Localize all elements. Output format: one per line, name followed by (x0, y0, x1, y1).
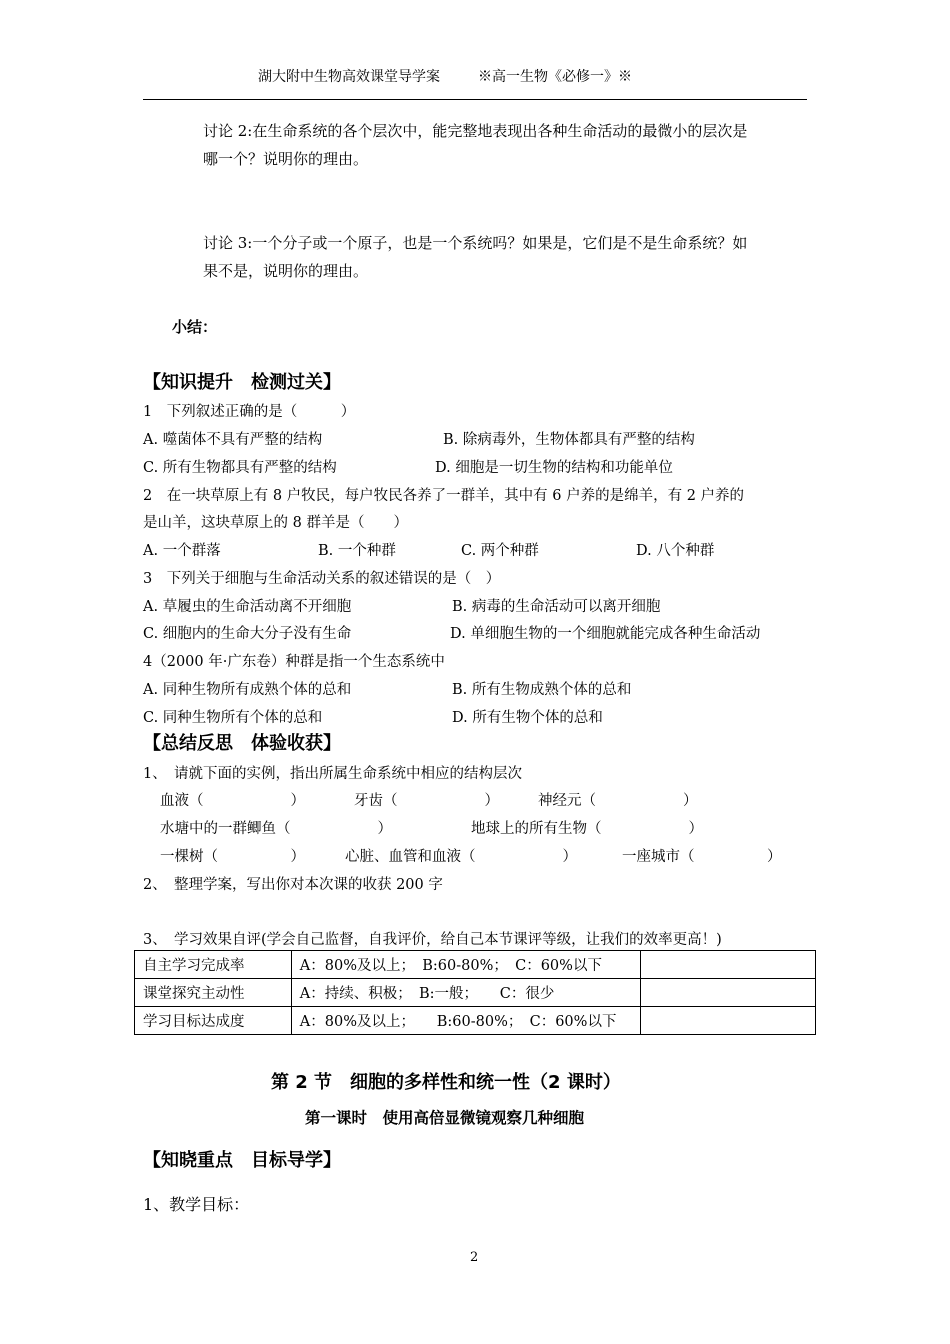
discussion-3-line1: 讨论 3:一个分子或一个原子，也是一个系统吗？如果是，它们是不是生命系统？如 (203, 234, 748, 252)
table-cell: 课堂探究主动性 (135, 979, 292, 1007)
question-3-option-d: D. 单细胞生物的一个细胞就能完成各种生命活动 (450, 626, 761, 642)
question-2-stem-line1: 2 在一块草原上有 8 户牧民，每户牧民各养了一群羊，其中有 6 户养的是绵羊，有 2 户养的 (143, 488, 745, 504)
question-3-option-a: A. 草履虫的生命活动离不开细胞 (143, 599, 352, 615)
reflect-city: 一座城市（ ） (622, 849, 782, 865)
discussion-3-line2: 果不是，说明你的理由。 (203, 262, 369, 280)
discussion-2 (203, 117, 747, 173)
reflect-item-1: 1、 请就下面的实例，指出所属生命系统中相应的结构层次 (143, 766, 522, 782)
question-4-stem: 4（2000 年·广东卷）种群是指一个生态系统中 (143, 654, 445, 670)
table-row (135, 1007, 816, 1035)
section-heading: 第 2 节 细胞的多样性和统一性（2 课时） (271, 1072, 621, 1093)
reflect-teeth: 牙齿（ ） (354, 793, 499, 809)
discussion-2-line2: 哪一个？说明你的理由。 (203, 150, 369, 168)
reflect-circulatory: 心脏、血管和血液（ ） (345, 849, 577, 865)
question-3-stem: 3 下列关于细胞与生命活动关系的叙述错误的是（ ） (143, 571, 501, 587)
table-cell-blank (640, 979, 815, 1007)
reflect-neuron: 神经元（ ） (538, 793, 698, 809)
reflect-tree: 一棵树（ ） (160, 849, 305, 865)
question-3-option-c: C. 细胞内的生命大分子没有生命 (143, 626, 352, 642)
question-2-option-b: B. 一个种群 (318, 543, 396, 559)
table-cell-blank (640, 1007, 815, 1035)
question-1-option-b: B. 除病毒外，生物体都具有严整的结构 (443, 432, 695, 448)
question-4-option-c: C. 同种生物所有个体的总和 (143, 710, 323, 726)
page-header (258, 66, 632, 86)
reflect-blood: 血液（ ） (160, 793, 305, 809)
teaching-goal-label: 1、教学目标： (143, 1195, 250, 1214)
table-row (135, 951, 816, 979)
question-2-option-c: C. 两个种群 (461, 543, 539, 559)
table-cell: A：80%及以上； B:60-80%； C：60%以下 (291, 1007, 640, 1035)
question-1-stem: 1 下列叙述正确的是（ ） (143, 404, 356, 420)
section-objectives-title: 【知晓重点 目标导学】 (143, 1150, 341, 1171)
question-4-option-b: B. 所有生物成熟个体的总和 (452, 682, 632, 698)
question-2-option-d: D. 八个种群 (636, 543, 715, 559)
table-cell-blank (640, 951, 815, 979)
discussion-2-line1: 讨论 2:在生命系统的各个层次中，能完整地表现出各种生命活动的最微小的层次是 (203, 122, 748, 140)
table-cell: 学习目标达成度 (135, 1007, 292, 1035)
table-cell: A：持续、积极； B:一般； C：很少 (291, 979, 640, 1007)
header-right-text: ※高一生物《必修一》※ (478, 69, 632, 85)
header-rule (143, 99, 807, 100)
summary-label: 小结： (172, 318, 218, 336)
question-2-stem-line2: 是山羊，这块草原上的 8 群羊是（ ） (143, 515, 408, 531)
question-2-option-a: A. 一个群落 (143, 543, 221, 559)
section-reflection-title: 【总结反思 体验收获】 (143, 733, 341, 754)
header-left-text: 湖大附中生物高效课堂导学案 (258, 69, 440, 85)
table-row (135, 979, 816, 1007)
question-3-option-b: B. 病毒的生命活动可以离开细胞 (452, 599, 661, 615)
discussion-3 (203, 229, 747, 285)
section-knowledge-check-title: 【知识提升 检测过关】 (143, 372, 341, 393)
question-1-option-c: C. 所有生物都具有严整的结构 (143, 460, 337, 476)
table-cell: A：80%及以上； B:60-80%； C：60%以下 (291, 951, 640, 979)
reflect-item-3: 3、 学习效果自评(学会自己监督，自我评价，给自己本节课评等级，让我们的效率更高！) (143, 932, 722, 948)
table-cell: 自主学习完成率 (135, 951, 292, 979)
question-4-option-a: A. 同种生物所有成熟个体的总和 (143, 682, 352, 698)
question-4-option-d: D. 所有生物个体的总和 (452, 710, 603, 726)
reflect-all-organisms: 地球上的所有生物（ ） (471, 821, 703, 837)
self-evaluation-table (134, 950, 816, 1035)
lesson-heading: 第一课时 使用高倍显微镜观察几种细胞 (305, 1109, 585, 1127)
reflect-item-2: 2、 整理学案，写出你对本次课的收获 200 字 (143, 877, 443, 893)
page-number: 2 (470, 1250, 479, 1265)
reflect-fish-group: 水塘中的一群鲫鱼（ ） (160, 821, 392, 837)
question-1-option-d: D. 细胞是一切生物的结构和功能单位 (435, 460, 673, 476)
question-1-option-a: A. 噬菌体不具有严整的结构 (143, 432, 323, 448)
